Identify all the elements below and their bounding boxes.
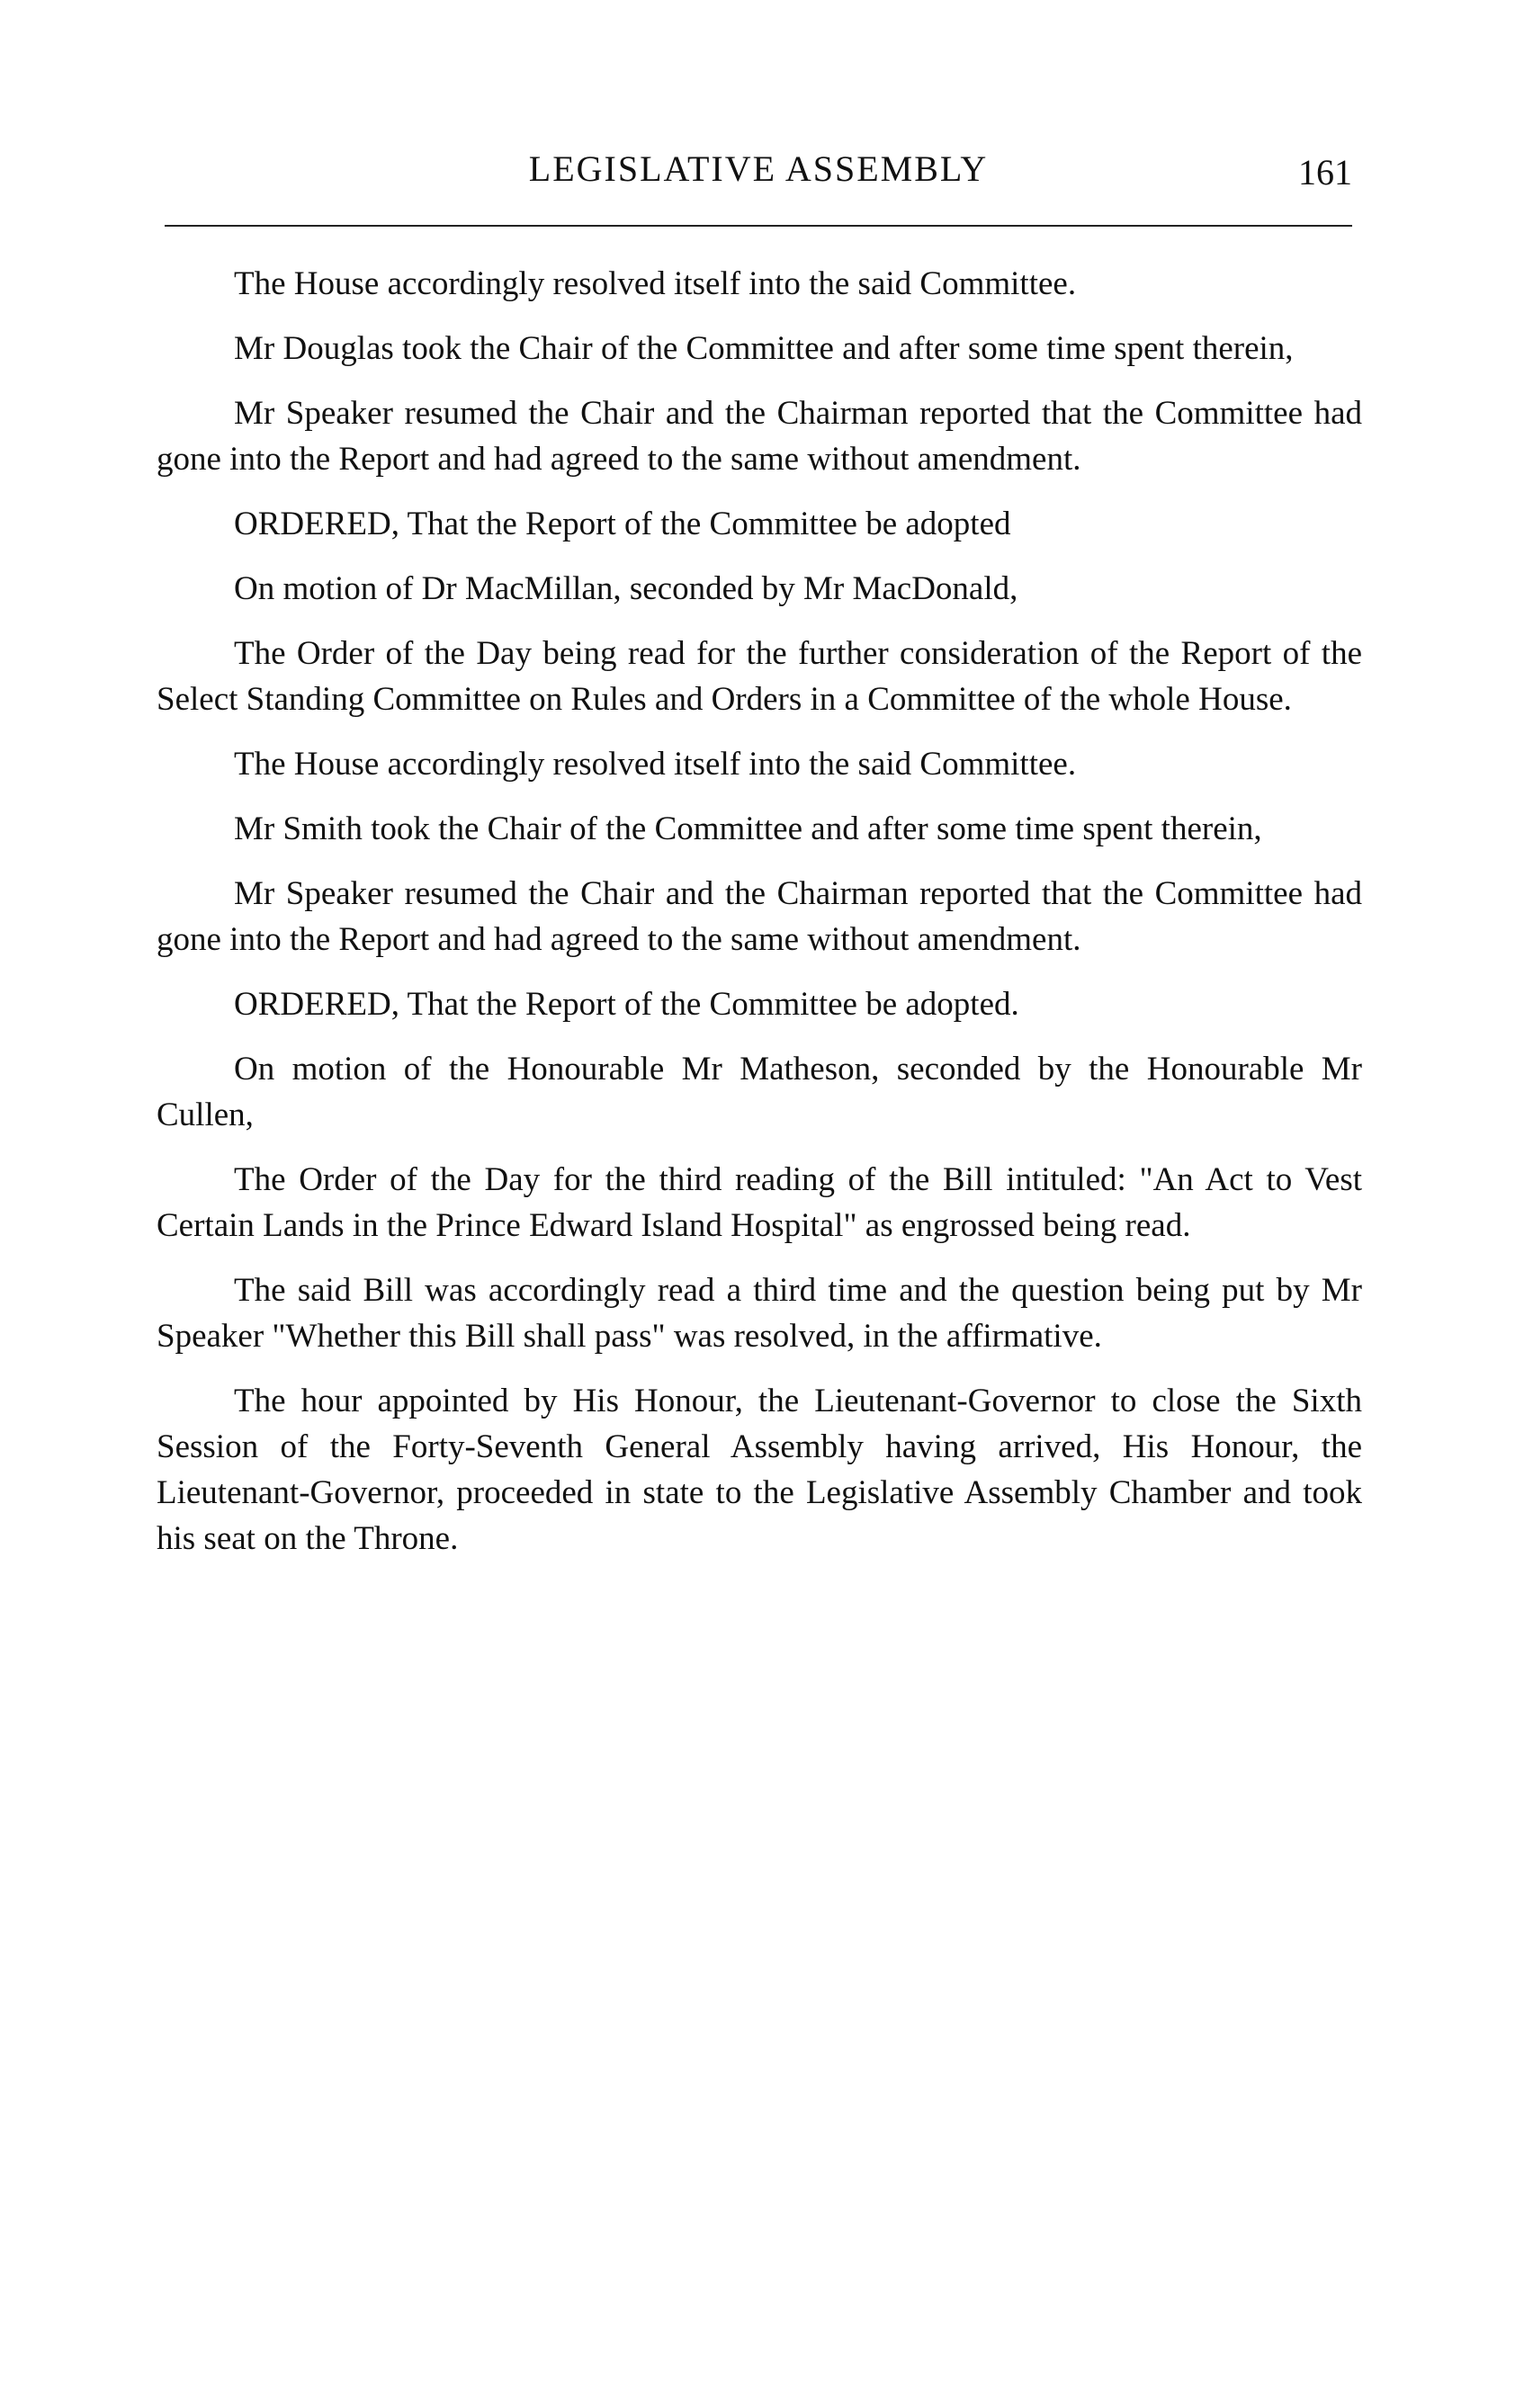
- paragraph-speaker-resumed-2: Mr Speaker resumed the Chair and the Chairman reported that the Committee had gone into the Report and had agreed to the same without amendment.: [157, 875, 1362, 958]
- paragraph-douglas-chair: Mr Douglas took the Chair of the Committee and after some time spent therein,: [234, 330, 1294, 367]
- paragraph-motion-macmillan: On motion of Dr MacMillan, seconded by Mr MacDonald,: [234, 570, 1018, 607]
- running-title: LEGISLATIVE ASSEMBLY: [528, 148, 989, 189]
- paragraph-order-of-day-rules: The Order of the Day being read for the further consideration of the Report of the Select Standing Committee on Rules and Orders in a Committee of the whole House.: [157, 635, 1362, 718]
- paragraph-ordered-adopted: ORDERED, That the Report of the Committee be adopted: [234, 506, 1011, 542]
- paragraph-lieutenant-governor: The hour appointed by His Honour, the Lieutenant-Governor to close the Sixth Session of the Forty-Seventh General Assembly having arrived, His Honour, the Lieutenant-Governor, proceeded in state to the Legislative Assembly Chamber and took his seat on the Throne.: [157, 1383, 1362, 1557]
- header-rule: [165, 225, 1352, 227]
- page-number: 161: [1298, 152, 1352, 192]
- paragraph-committee-resolved-2: The House accordingly resolved itself into the said Committee.: [234, 746, 1077, 783]
- paragraph-committee-resolved: The House accordingly resolved itself into the said Committee.: [234, 265, 1077, 302]
- paragraph-smith-chair: Mr Smith took the Chair of the Committee and after some time spent therein,: [234, 810, 1262, 847]
- paragraph-speaker-resumed: Mr Speaker resumed the Chair and the Chairman reported that the Committee had gone into the Report and had agreed to the same without amendment.: [157, 395, 1362, 478]
- body-text: [157, 261, 1362, 1580]
- paragraph-third-reading: The Order of the Day for the third reading of the Bill intituled: "An Act to Vest Certain Lands in the Prince Edward Island Hospital" as engrossed being read.: [157, 1161, 1362, 1244]
- running-header: [165, 142, 1352, 196]
- paragraph-motion-matheson: On motion of the Honourable Mr Matheson, seconded by the Honourable Mr Cullen,: [157, 1051, 1362, 1133]
- paragraph-bill-passed: The said Bill was accordingly read a third time and the question being put by Mr Speaker "Whether this Bill shall pass" was resolved, in the affirmative.: [157, 1272, 1362, 1355]
- paragraph-ordered-adopted-2: ORDERED, That the Report of the Committee be adopted.: [234, 986, 1019, 1023]
